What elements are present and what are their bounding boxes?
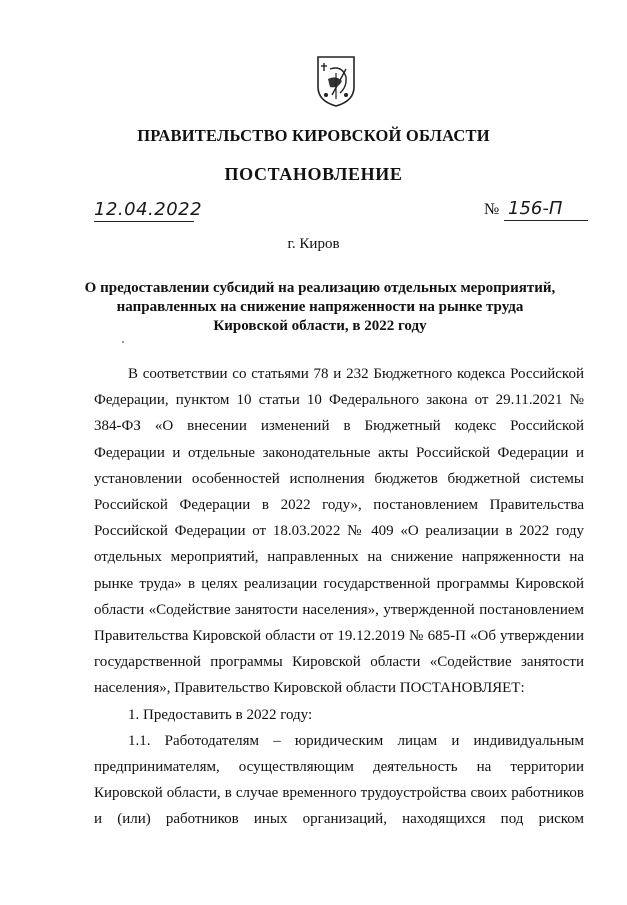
- coat-of-arms-emblem: [316, 55, 356, 107]
- preamble-paragraph: В соответствии со статьями 78 и 232 Бюджетного кодекса Российской Федерации, пунктом 10 статьи 10 Федерального закона от 29.11.2021 № 384-ФЗ «О внесении изменений в Бюджетный кодекс Российской Федерации и отдельные законодательные акты Российской Федерации и установлении особенностей исполнения бюджетов бюджетной системы Российской Федерации в 2022 году», постановлением Правительства Российской Федерации от 18.03.2022 № 409 «О реализации в 2022 году отдельных мероприятий, направленных на снижение напряженности на рынке труда» в целях реализации государственной программы Кировской области «Содействие занятости населения», утвержденной постановлением Правительства Кировской области от 19.12.2019 № 685-П «Об утверждении государственной программы Кировской области «Содействие занятости населения», Правительство Кировской области ПОСТАНОВЛЯЕТ:: [94, 366, 584, 697]
- clause-1-1-paragraph: 1.1. Работодателям – юридическим лицам и индивидуальным предпринимателям, осуществляющим деятельность на территории Кировской области, в случае временного трудоустройства своих работников и (или) работников иных организаций, находящихся под риском: [94, 732, 584, 828]
- scan-speck: [122, 341, 124, 343]
- document-type-title: ПОСТАНОВЛЕНИЕ: [224, 164, 403, 184]
- number-sign: №: [484, 201, 500, 218]
- government-title: ПРАВИТЕЛЬСТВО КИРОВСКОЙ ОБЛАСТИ: [137, 126, 490, 145]
- handwritten-date: 12.04.2022: [94, 199, 203, 220]
- document-body: [94, 361, 584, 833]
- document-subject: О предоставлении субсидий на реализацию отдельных мероприятий, направленных на снижение напряженности на рынке труда Кировской области, в 2022 году: [84, 280, 556, 334]
- clause-1-paragraph: 1. Предоставить в 2022 году:: [128, 706, 313, 723]
- document-number-field: [484, 199, 588, 221]
- date-field: [94, 199, 203, 222]
- handwritten-number: 156-П: [508, 198, 563, 219]
- city-name: г. Киров: [287, 236, 340, 252]
- number-underline: [504, 198, 588, 221]
